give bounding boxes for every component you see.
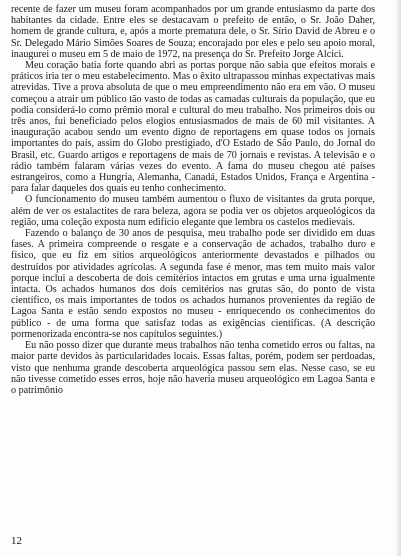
body-text bbox=[11, 4, 375, 396]
paragraph-2: Meu coração batia forte quando abri as portas porque não sabia que efeitos morais e práticos iria ter o meu estabelecimento. Mas o êxito ultrapassou minhas expectativas mais atrevidas. Tive a prova absoluta de que o meu empreendimento não era em vão. O museu começou a atrair um público tão vasto de todas as camadas culturais da população, que eu podia considerá-lo como prêmio moral e cultural do meu trabalho. Nos primeiros dois ou três anos, fui beneficiado pelos elogios entusiasmados de mais de 60 mil visitantes. A inauguração acabou sendo um evento digno de reportagens em quase todos os jornais importantes do país, assim do Globo prestigiado, d'O Estado de São Paulo, do Jornal do Brasil, etc. Guardo artigos e reportagens de mais de 70 jornais e revistas. A televisão e o rádio também falaram várias vezes do evento. A fama do museu chegou até países estrangeiros, como a Hungria, Alemanha, Canadá, Estados Unidos, França e Argentina - para falar daqueles dos quais eu tenho conhecimento. bbox=[11, 60, 375, 195]
paragraph-4: Fazendo o balanço de 30 anos de pesquisa, meu trabalho pode ser dividido em duas fases. A primeira compreende o resgate e a conservação de achados, trabalho duro e físico, que eu fiz em sítios arqueológicos anteriormente devastados e pilhados ou destruídos por atividades agrícolas. A segunda fase é menor, mas tem muito mais valor porque inclui a descoberta de dois cemitérios intactos em grutas e uma urna igualmente intacta. Os achados humanos dos dois cemitérios nas grutas são, do ponto de vista científico, os mais importantes de todos os achados humanos provenientes da região de Lagoa Santa e estão sendo expostos no museu - enriquecendo os conhecimentos do público - de uma forma que satisfaz todas as exigências científicas. (A descrição pormenorizada encontra-se nos capítulos seguintes.) bbox=[11, 228, 375, 340]
page-edge-shadow bbox=[395, 0, 401, 556]
page-number: 12 bbox=[11, 535, 22, 547]
paragraph-3: O funcionamento do museu também aumentou o fluxo de visitantes da gruta porque, além de ver os estalactites de rara beleza, agora se podia ver os objetos arqueológicos da região, uma coleção exposta num edifício elegante que lembra os castelos medievais. bbox=[11, 194, 375, 228]
paragraph-1: recente de fazer um museu foram acompanhados por um grande entusiasmo da parte dos habitantes da cidade. Entre eles se destacavam o prefeito de então, o Sr. João Daher, homem de grande cultura, e, após a morte prematura dele, o Sr. Sírio David de Abreu e o Sr. Delegado Mário Simões Soares de Souza; encorajado por eles e pelo seu apoio moral, inaugurei o museu em 5 de maio de 1972, na presença do Sr. Prefeito Jorge Alcici. bbox=[11, 4, 375, 60]
paragraph-5: Eu não posso dizer que durante meus trabalhos não tenha cometido erros ou faltas, na maior parte devidos às particularidades locais. Essas faltas, porém, podem ser perdoadas, visto que nenhuma grande descoberta arqueológica passou sem elas. Nesse caso, se eu não tivesse cometido esses erros, hoje não haveria museu arqueológico em Lagoa Santa e o patrimônio bbox=[11, 340, 375, 396]
